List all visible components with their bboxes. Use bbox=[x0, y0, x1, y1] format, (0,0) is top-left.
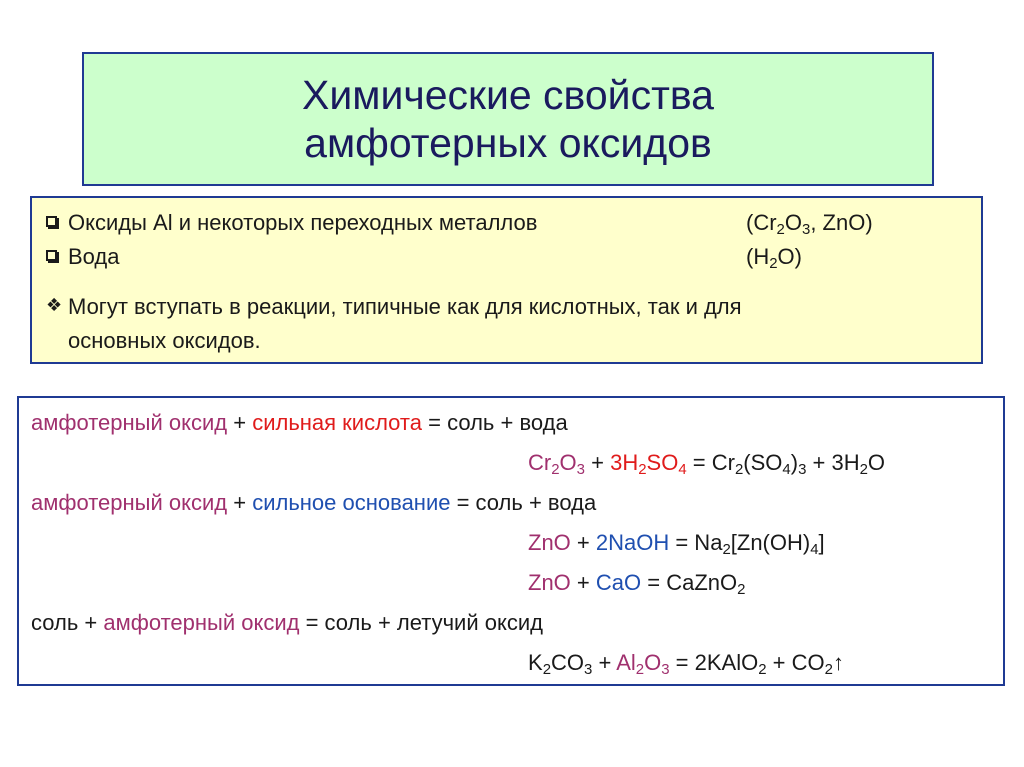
info-item-formula: ($Cr_2O_3$, ZnO) bbox=[746, 210, 873, 239]
rule-acid: амфотерный оксид + сильная кислота = соль + вода bbox=[31, 410, 568, 435]
equation-cr2o3: $Cr_2O_3 + 3H_2SO_4 = Cr_2(SO_4)_3 + 3H_2O$ bbox=[528, 450, 886, 479]
info-item-oxides bbox=[46, 208, 971, 238]
info-note bbox=[46, 290, 971, 360]
title-line-1: Химические свойства bbox=[302, 72, 714, 118]
equation-zno-naoh: ZnO + 2NaOH = $Na_2[Zn(OH)_4]$ bbox=[528, 530, 825, 559]
info-note-line-2: основных оксидов. bbox=[68, 328, 261, 353]
info-note-line-1: Могут вступать в реакции, типичные как для кислотных, так и для bbox=[68, 294, 742, 319]
info-item-label: Вода bbox=[68, 244, 120, 269]
title-line-2: амфотерных оксидов bbox=[304, 120, 712, 166]
info-item-water bbox=[46, 242, 971, 272]
diamond-bullet-icon: ❖ bbox=[46, 295, 63, 315]
equation-zno-cao: ZnO + CaO = CaZnO$_2$ bbox=[528, 570, 746, 599]
equation-k2co3: $K_2CO_3 + Al_2O_3$ = 2KAlO$_2$ + $CO_2↑$ bbox=[528, 650, 844, 679]
info-item-label: Оксиды Al и некоторых переходных металлов bbox=[68, 210, 538, 235]
info-note-text bbox=[68, 290, 948, 358]
square-bullet-icon bbox=[46, 250, 57, 261]
info-box bbox=[30, 196, 983, 364]
rule-base: амфотерный оксид + сильное основание = соль + вода bbox=[31, 490, 597, 515]
square-bullet-icon bbox=[46, 216, 57, 227]
equations-box bbox=[17, 396, 1005, 686]
title-box bbox=[82, 52, 934, 186]
info-item-formula: $(H_2O)$ bbox=[746, 244, 802, 273]
rule-salt: соль + амфотерный оксид = соль + летучий оксид bbox=[31, 610, 543, 635]
